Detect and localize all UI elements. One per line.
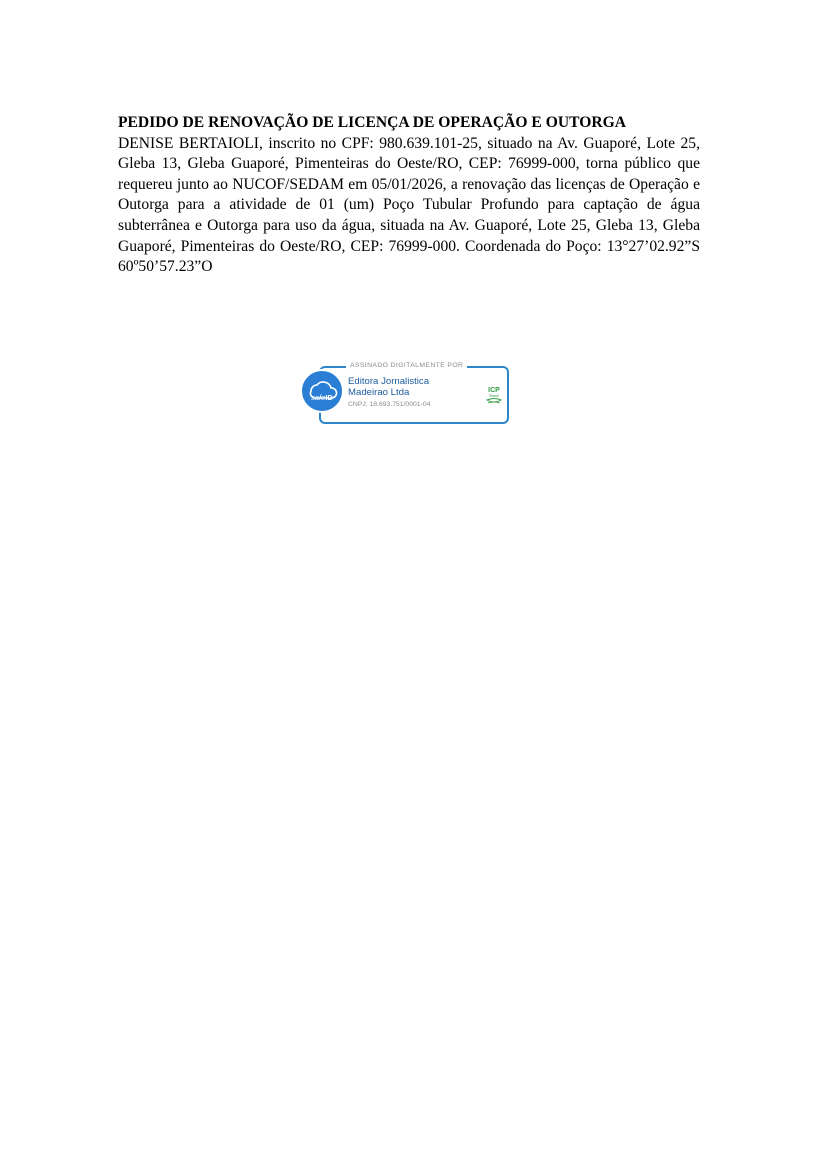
notice-body: DENISE BERTAIOLI, inscrito no CPF: 980.639.101-25, situado na Av. Guaporé, Lote 25, Gleba 13, Gleba Guaporé, Pimenteiras do Oeste/RO, CEP: 76999-000, torna público que requereu junto ao NUCOF/SEDAM em 05/01/2026, a renovação das licenças de Operação e Outorga para a atividade de 01 (um) Poço Tubular Profundo para captação de água subterrânea e Outorga para uso da água, situada na Av. Guaporé, Lote 25, Gleba 13, Gleba Guaporé, Pimenteiras do Oeste/RO, CEP: 76999-000. Coordenada do Poço: 13°27’02.92”S 60º50’57.23”O: [118, 134, 700, 276]
stamp-caption: ASSINADO DIGITALMENTE POR: [346, 360, 467, 372]
safeid-logo-icon: [300, 369, 344, 413]
signer-name-line1: Editora Jornalistica: [348, 376, 430, 387]
svg-text:Brasil: Brasil: [489, 394, 499, 398]
svg-text:safeID: safeID: [311, 393, 333, 402]
public-notice: [118, 113, 700, 278]
signer-name: [348, 376, 429, 398]
digital-signature-stamp: [300, 360, 512, 428]
icp-brasil-logo-icon: [484, 384, 504, 406]
signer-name-line2: Madeirao Ltda: [348, 387, 410, 398]
notice-title: PEDIDO DE RENOVAÇÃO DE LICENÇA DE OPERAÇÃO E OUTORGA: [118, 114, 627, 131]
svg-text:ICP: ICP: [488, 387, 500, 394]
signer-cnpj: CNPJ: 18.693.751/0001-04: [348, 401, 431, 408]
